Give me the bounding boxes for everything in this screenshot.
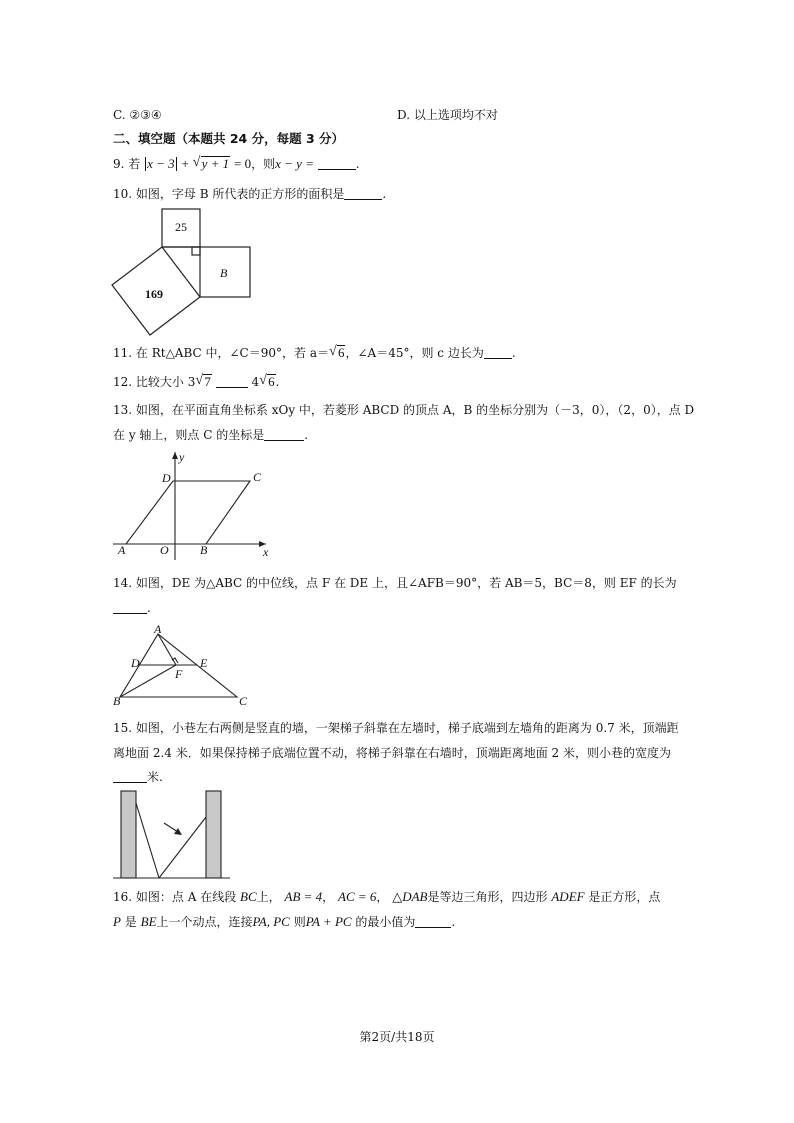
q16-part6: 上一个动点，连接 [156,915,253,929]
q11-radicand: 6 [337,345,345,360]
label-c: C [239,694,248,708]
q12-radicand-2: 6 [268,374,275,389]
ladder-right [159,817,206,878]
q9-x-minus-y: x − y = [275,156,314,171]
label-b: B [200,543,208,557]
q10-text: 10. 如图，字母 B 所代表的正方形的面积是 [113,187,345,201]
label-d: D [162,471,171,485]
q16-be: BE [140,914,157,929]
label-b: B [220,266,228,280]
q12-end: . [275,375,280,389]
page-footer: 第2页/共18页 [359,1030,435,1044]
q12-part1: 12. 比较大小 3 [113,375,196,389]
right-wall [206,791,221,878]
q16-comma1: ， [322,890,335,904]
q16-bc: BC [240,889,257,904]
answer-blank [415,915,451,928]
label-y: y [179,450,185,464]
label-o: O [160,543,169,557]
question-15-line1: 15. 如图，小巷左右两侧是竖直的墙，一架梯子斜靠在左墙时，梯子底端到左墙角的距离为 0.7 米，顶端距 [113,721,679,735]
q11-part1: 11. 在 Rt△ABC 中，∠C＝90°，若 a＝ [113,346,329,360]
q9-plus: + [181,156,189,171]
q9-x-minus-3: x − 3 [147,156,175,171]
q9-y-plus-1: y + 1 [201,156,230,171]
q13-line2-text: 在 y 轴上，则点 C 的坐标是 [113,428,265,442]
q16-part8: 的最小值为 [355,915,416,929]
option-d: D. 以上选项均不对 [397,108,498,122]
label-a: A [154,622,162,636]
ladder-left [136,803,159,878]
q16-part3: 是等边三角形，四边形 [427,890,548,904]
q9-then: ，则 [251,157,276,171]
q16-comma2: ， [376,890,389,904]
question-14-line1: 14. 如图，DE 为△ABC 的中位线，点 F 在 DE 上，且∠AFB＝90°，若 AB＝5，BC＝8，则 EF 的长为 [113,576,677,590]
q10-end: . [382,187,387,201]
arrow-head [174,828,182,835]
q16-ab: AB = 4 [284,889,323,904]
q11-part2: ，∠A＝45°，则 c 边长为 [345,346,484,360]
section-heading: 二、填空题（本题共 24 分，每题 3 分） [113,131,345,146]
label-d: D [131,656,140,670]
left-wall [121,791,136,878]
q11-end: . [511,346,516,360]
question-13-line1: 13. 如图，在平面直角坐标系 xOy 中，若菱形 ABCD 的顶点 A，B 的坐标分别为（－3，0），（2，0），点 D [113,403,695,417]
q14-end: . [147,601,151,615]
q9-end: . [355,157,360,171]
q15-unit: 米. [147,770,163,784]
label-25: 25 [175,220,187,234]
question-16-line1 [113,889,660,905]
q16-part4: 是正方形，点 [588,890,661,904]
label-a: A [118,543,126,557]
label-e: E [200,656,208,670]
question-15-line2: 离地面 2.4 米．如果保持梯子底端位置不动，将梯子斜靠在右墙时，顶端距离地面 2 米，则小巷的宽度为 [113,746,671,760]
q16-part5: 是 [124,915,137,929]
question-16-line2 [113,914,455,930]
label-x: x [263,545,269,559]
q13-end: . [304,428,309,442]
q16-p: P [113,914,121,929]
q16-part1: 16. 如图：点 A 在线段 [113,890,237,904]
q16-adef: ADEF [551,889,585,904]
q12-radicand-1: 7 [204,374,211,389]
label-169: 169 [145,287,163,301]
q16-dab: △DAB [392,889,428,904]
q16-part2: 上， [256,890,281,904]
q16-part7: 则 [293,915,306,929]
label-f: F [175,667,183,681]
q16-ac: AC = 6 [338,889,377,904]
q16-sum: PA + PC [305,914,352,929]
q9-equals-zero: = 0 [234,156,252,171]
label-c: C [253,470,262,484]
q12-part2: 4 [251,375,260,389]
q16-pa-pc: PA, PC [252,914,290,929]
arrow-shaft [164,823,178,832]
q9-prefix: 9. 若 [113,157,141,171]
q16-end: . [451,915,456,929]
option-c: C. ②③④ [113,108,162,122]
label-b: B [113,694,121,708]
